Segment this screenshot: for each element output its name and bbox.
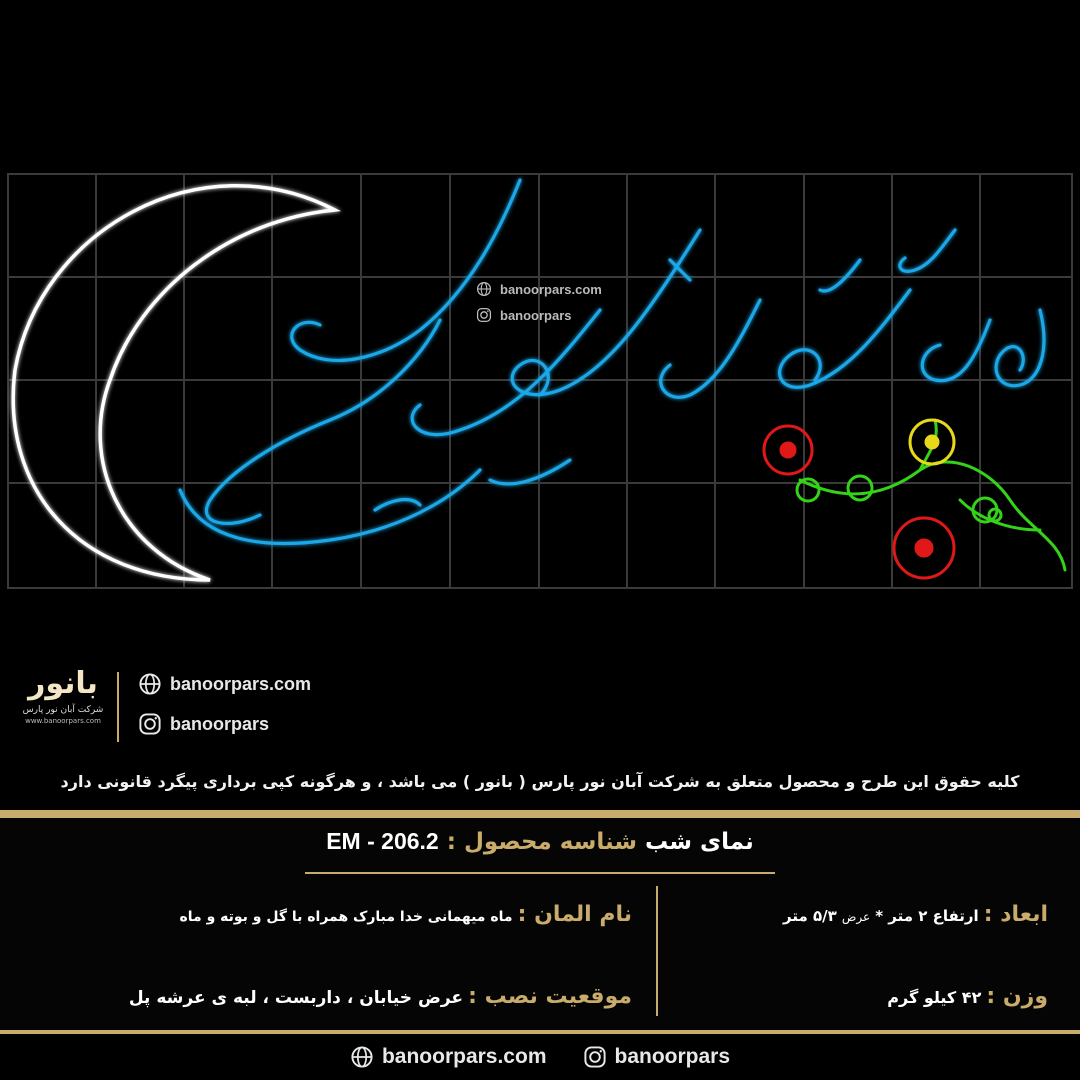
install-row [40, 984, 632, 1009]
calligraphy-strokes [180, 180, 1044, 543]
element-name-value: ماه میهمانی خدا مبارک همراه با گل و بوته و ماه [179, 909, 513, 925]
element-name-row [40, 902, 632, 927]
globe-icon [476, 281, 492, 297]
footer [0, 1034, 1080, 1080]
brand-instagram-link[interactable] [138, 710, 311, 738]
brand-contacts [138, 670, 311, 738]
instagram-icon [476, 307, 492, 323]
footer-instagram: banoorpars [614, 1045, 731, 1068]
logo-url: www.banoorpars.com [25, 717, 101, 725]
logo-subtitle: شرکت آبان نور پارس [22, 705, 104, 715]
brand-website: banoorpars.com [170, 673, 312, 694]
dimensions-sep: * [875, 907, 884, 925]
copyright-notice: کلیه حقوق این طرح و محصول متعلق به شرکت آبان نور پارس ( بانور ) می باشد ، و هرگونه کپی برداری پیگرد قانونی دارد [60, 772, 1020, 791]
dimensions-height: ارتفاع ۲ متر [888, 907, 979, 925]
artwork-watermark [476, 279, 602, 325]
weight-row [680, 984, 1048, 1009]
brand-website-link[interactable] [138, 670, 311, 698]
install-value: عرض خیابان ، داربست ، لبه ی عرشه پل [128, 988, 464, 1008]
dimensions-width-label: عرض [841, 910, 871, 924]
watermark-instagram: banoorpars [500, 307, 572, 323]
spec-divider [656, 886, 658, 1016]
weight-label: وزن : [986, 984, 1048, 1009]
spec-section [0, 818, 1080, 1030]
weight-value: ۴۲ کیلو گرم [887, 988, 982, 1007]
footer-website: banoorpars.com [381, 1045, 547, 1068]
neon-artwork [0, 170, 1080, 590]
view-label: نمای شب [645, 829, 754, 855]
red-flower-bottom [894, 518, 954, 578]
gold-band-top [0, 810, 1080, 818]
product-id-label: شناسه محصول : [446, 829, 638, 855]
yellow-flower [910, 420, 954, 464]
dimensions-label: ابعاد : [983, 902, 1048, 927]
heading-underline [305, 872, 775, 874]
install-label: موقعیت نصب : [468, 984, 632, 1009]
watermark-website: banoorpars.com [500, 281, 602, 297]
footer-website-link[interactable] [350, 1045, 547, 1069]
brand-instagram: banoorpars [170, 713, 270, 734]
dimensions-width: ۵/۳ متر [783, 907, 837, 925]
element-name-label: نام المان : [517, 902, 632, 927]
brand-logo [18, 664, 108, 744]
product-heading [240, 828, 840, 855]
globe-icon [350, 1045, 374, 1069]
globe-icon [138, 672, 162, 696]
instagram-icon [138, 712, 162, 736]
instagram-icon [583, 1045, 607, 1069]
dimensions-row [680, 902, 1048, 927]
logo-name: بانور [28, 666, 98, 701]
crescent-moon-shape [13, 186, 335, 580]
footer-instagram-link[interactable] [583, 1045, 731, 1069]
brand-divider [117, 672, 119, 742]
product-id-value: EM - 206.2 [326, 828, 439, 854]
